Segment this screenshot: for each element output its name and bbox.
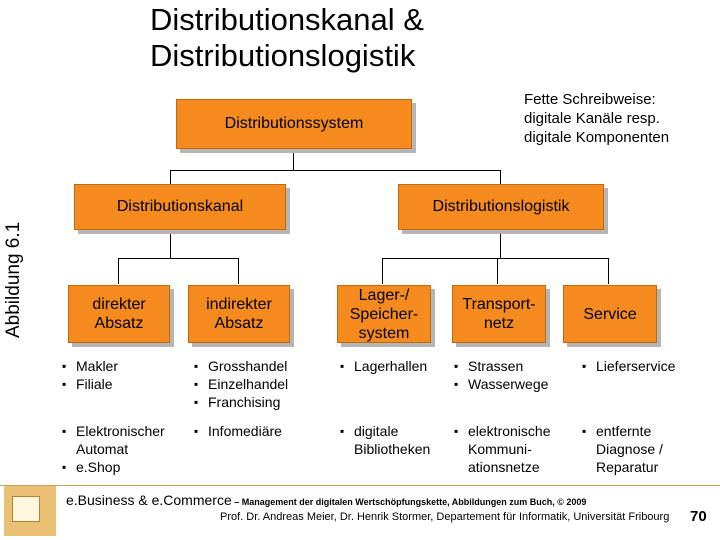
- list-item: ▪ Makler: [62, 357, 118, 375]
- list-item: ▪ Strassen: [454, 357, 548, 375]
- side-label: Abbildung 6.1: [3, 221, 24, 338]
- list-item-continuation: Kommuni-: [468, 441, 532, 457]
- book-cover-icon: [12, 496, 40, 522]
- list-indirekt-digital: [194, 422, 282, 440]
- list-item: ▪ Einzelhandel: [194, 375, 288, 393]
- note-line-2: digitale Kanäle resp.: [524, 110, 660, 127]
- connector-to-lager: [382, 258, 383, 284]
- box-service: Service: [563, 285, 657, 343]
- list-item: ▪ Infomediäre: [194, 422, 282, 440]
- box-lager-speichersystem: [337, 285, 431, 343]
- footer-main: [66, 492, 586, 508]
- lager-line-1: Lager-/: [358, 286, 410, 304]
- list-item: ▪ Grosshandel: [194, 357, 288, 375]
- lager-line-2: Speicher-: [349, 305, 419, 323]
- list-item: ▪ Lieferservice: [582, 357, 675, 375]
- footer-book-title: e.Business & e.Commerce: [66, 492, 232, 508]
- list-indirekt-traditional: [194, 357, 288, 411]
- box-distributionskanal: Distributionskanal: [74, 184, 286, 230]
- direkt-line-2: Absatz: [94, 315, 144, 332]
- list-lager-digital: [340, 422, 430, 458]
- box-distributionssystem: Distributionssystem: [176, 99, 412, 149]
- connector-to-transport: [497, 258, 498, 284]
- indirekt-line-1: indirekter: [206, 296, 272, 313]
- footer-book-subtitle: – Management der digitalen Wertschöpfungskette, Abbildungen zum Buch, © 2009: [231, 497, 587, 507]
- list-item: ▪ Wasserwege: [454, 375, 548, 393]
- list-item-continuation: Diagnose /: [596, 441, 663, 457]
- list-item: ▪ Franchising: [194, 393, 288, 411]
- list-item-continuation: ationsnetze: [468, 459, 540, 475]
- list-service-traditional: [582, 357, 675, 375]
- title-line-1: Distributionskanal &: [150, 2, 424, 37]
- box-indirekter-absatz: [188, 285, 290, 343]
- list-item: ▪ Filiale: [62, 375, 118, 393]
- connector-system-down: [293, 148, 294, 170]
- transport-line-1: Transport-: [462, 296, 536, 313]
- connector-to-logistik: [500, 170, 501, 184]
- connector-to-kanal: [170, 170, 171, 184]
- page-number: 70: [690, 508, 707, 525]
- list-item-continuation: Bibliotheken: [354, 441, 431, 457]
- box-distributionslogistik: Distributionslogistik: [398, 184, 604, 230]
- connector-to-service: [608, 258, 609, 284]
- connector-to-direkt: [118, 258, 119, 284]
- connector-logistik-down: [500, 230, 501, 258]
- list-item: ▪ e.Shop: [62, 458, 165, 476]
- list-item: ▪ Lagerhallen: [340, 357, 427, 375]
- legend-note: [524, 90, 669, 147]
- list-item: ▪ Elektronischer: [62, 422, 165, 440]
- list-item: ▪ elektronische: [454, 422, 551, 440]
- connector-logistik-horizontal: [382, 258, 608, 259]
- footer-divider: [0, 485, 720, 486]
- lager-line-3: system: [358, 324, 410, 342]
- list-direkt-digital: [62, 422, 165, 476]
- title-line-2: Distributionslogistik: [150, 38, 416, 73]
- page-title: [150, 2, 424, 74]
- connector-kanal-horizontal: [118, 258, 238, 259]
- list-transport-traditional: [454, 357, 548, 393]
- note-line-1: Fette Schreibweise:: [524, 91, 656, 108]
- list-item-continuation: Reparatur: [596, 459, 659, 475]
- connector-level1-horizontal: [170, 170, 500, 171]
- list-lager-traditional: [340, 357, 427, 375]
- book-logo-icon: [4, 486, 56, 536]
- list-transport-digital: [454, 422, 551, 476]
- list-item: ▪ digitale: [340, 422, 430, 440]
- box-transportnetz: [452, 285, 546, 343]
- connector-to-indirekt: [238, 258, 239, 284]
- list-item-continuation: Automat: [76, 441, 129, 457]
- list-direkt-traditional: [62, 357, 118, 393]
- list-item: ▪ entfernte: [582, 422, 663, 440]
- connector-kanal-down: [170, 230, 171, 258]
- box-direkter-absatz: [68, 285, 170, 343]
- indirekt-line-2: Absatz: [214, 315, 264, 332]
- footer-authors: Prof. Dr. Andreas Meier, Dr. Henrik Stormer, Departement für Informatik, Universität Fribourg: [220, 511, 670, 523]
- transport-line-2: netz: [483, 315, 515, 332]
- direkt-line-1: direkter: [92, 296, 146, 313]
- list-service-digital: [582, 422, 663, 476]
- note-line-3: digitale Komponenten: [524, 129, 670, 146]
